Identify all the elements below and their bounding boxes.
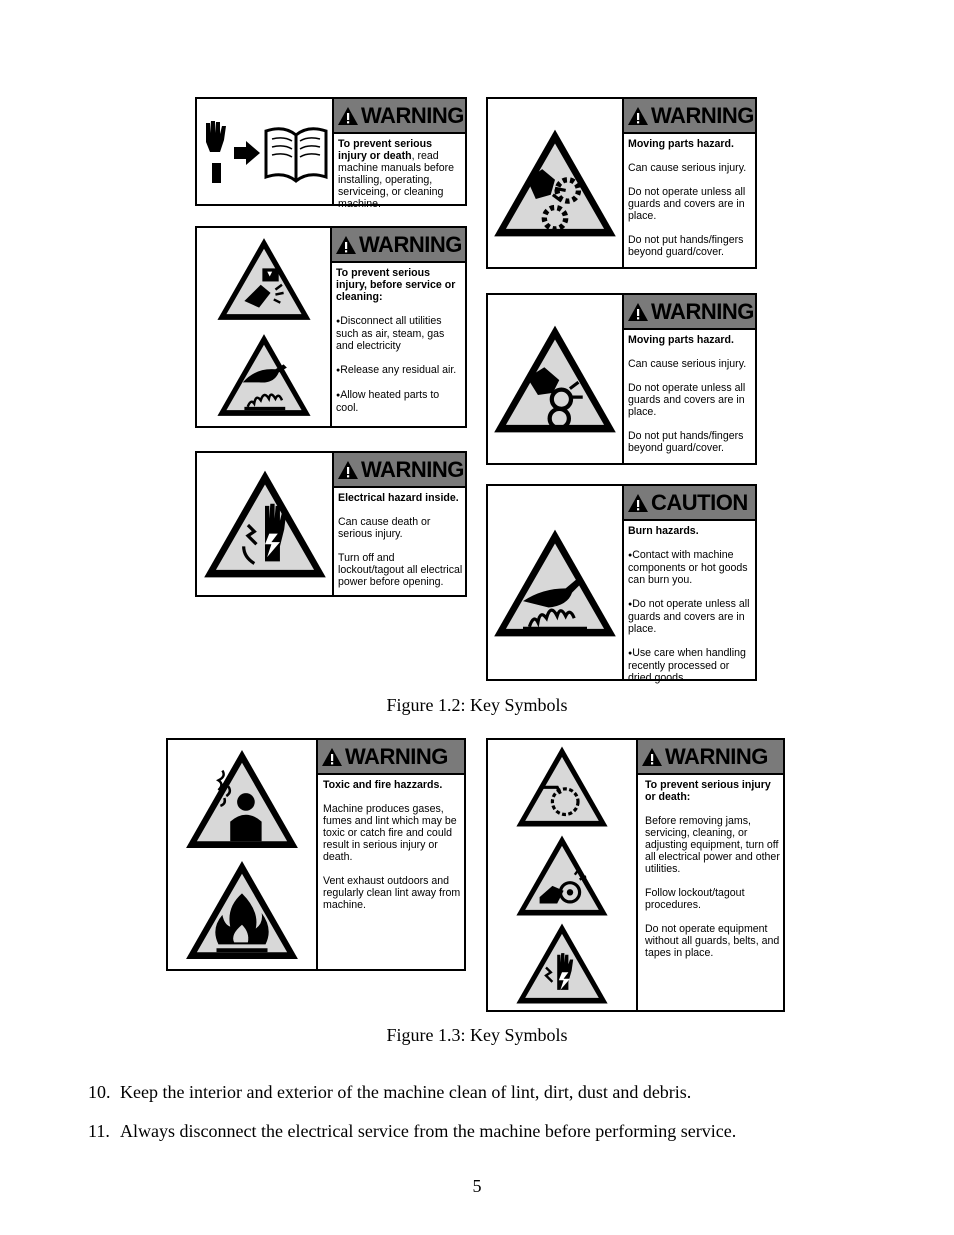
- warning-sign-service: [486, 738, 785, 1012]
- sign-heading: Toxic and fire hazzards.: [323, 779, 443, 791]
- warning-sign-utilities: [195, 226, 467, 428]
- warning-sign-electrical: [195, 451, 467, 597]
- banner-word: WARNING: [359, 231, 462, 257]
- sign-paragraph: Follow lockout/tagout procedures.: [645, 887, 745, 911]
- toxic-fumes-icon: [183, 747, 301, 851]
- warning-sign-rollers: [486, 293, 757, 465]
- banner-word: WARNING: [361, 456, 464, 482]
- caution-triangle-icon: [627, 493, 649, 513]
- sign-heading: Burn hazards.: [628, 525, 699, 537]
- warning-sign-gears: [486, 97, 757, 269]
- sign-paragraph: Machine produces gases, fumes and lint which may be toxic or catch fire and could result in serious injury or death.: [323, 803, 457, 863]
- sign-banner: [334, 453, 465, 488]
- gear-entanglement-icon: [491, 126, 619, 240]
- sign-text: [318, 775, 464, 923]
- rotating-parts-icon: [514, 744, 610, 829]
- list-number: 11.: [88, 1121, 110, 1141]
- electric-shock-icon: [201, 467, 329, 581]
- sign-pictogram: [197, 228, 332, 426]
- sign-paragraph: Before removing jams, servicing, cleaning, or adjusting equipment, turn off all electrical power and other utilities.: [645, 815, 780, 875]
- sign-paragraph: Vent exhaust outdoors and regularly clean lint away from machine.: [323, 875, 461, 911]
- roller-entanglement-icon: [491, 322, 619, 436]
- hand-crush-icon: [215, 235, 313, 323]
- sign-bullet: ● Do not operate unless all guards and covers are in place.: [628, 598, 753, 635]
- sign-line: , read machine manuals before installing, operating, serviceing, or cleaning machine.: [338, 150, 455, 210]
- list-text: Keep the interior and exterior of the machine clean of lint, dirt, dust and debris.: [120, 1082, 692, 1102]
- sign-text: [638, 775, 783, 971]
- sign-pictogram: [168, 740, 318, 969]
- sign-banner: [318, 740, 464, 775]
- sign-banner: [334, 99, 465, 134]
- warning-triangle-icon: [337, 460, 359, 480]
- sign-pictogram: [488, 295, 624, 463]
- sign-bullet: ● Contact with machine components or hot goods can burn you.: [628, 549, 753, 586]
- sign-banner: [624, 486, 755, 521]
- sign-heading: To prevent serious injury, before service or cleaning:: [336, 267, 456, 303]
- sign-paragraph: Do not put hands/fingers beyond guard/cover.: [628, 234, 744, 258]
- caution-sign-burn: [486, 484, 757, 684]
- warning-triangle-icon: [627, 302, 649, 322]
- sign-heading: Moving parts hazard.: [628, 138, 734, 150]
- sign-heading: To prevent serious injury or death: [338, 138, 432, 162]
- warning-triangle-icon: [641, 747, 663, 767]
- sign-paragraph: Can cause death or serious injury.: [338, 516, 431, 540]
- sign-banner: [332, 228, 465, 263]
- sign-paragraph: Do not operate unless all guards and covers are in place.: [628, 382, 746, 418]
- sign-banner: [624, 295, 755, 330]
- banner-word: WARNING: [651, 102, 754, 128]
- banner-word: WARNING: [361, 102, 464, 128]
- read-manual-icon: [200, 117, 330, 187]
- sign-text: [332, 263, 465, 426]
- banner-word: CAUTION: [651, 489, 748, 515]
- warning-triangle-icon: [627, 106, 649, 126]
- sign-text: [624, 330, 755, 466]
- electric-shock-icon: [514, 921, 610, 1006]
- warning-triangle-icon: [335, 235, 357, 255]
- sign-pictogram: [488, 99, 624, 267]
- sign-text: [334, 488, 465, 600]
- sign-text: [334, 134, 465, 210]
- sign-heading: Moving parts hazard.: [628, 334, 734, 346]
- warning-triangle-icon: [321, 747, 343, 767]
- banner-word: WARNING: [665, 743, 768, 769]
- sign-banner: [638, 740, 783, 775]
- sign-pictogram: [488, 486, 624, 679]
- belt-pinch-icon: [514, 833, 610, 918]
- sign-paragraph: Do not put hands/fingers beyond guard/cover.: [628, 430, 744, 454]
- sign-pictogram: [197, 453, 334, 595]
- sign-heading: Electrical hazard inside.: [338, 492, 459, 504]
- sign-banner: [624, 99, 755, 134]
- banner-word: WARNING: [651, 298, 754, 324]
- warning-triangle-icon: [337, 106, 359, 126]
- figure-caption: Figure 1.2: Key Symbols: [386, 695, 568, 715]
- sign-bullet: ● Allow heated parts to cool.: [336, 389, 463, 414]
- sign-paragraph: Turn off and lockout/tagout all electrical power before opening.: [338, 552, 463, 588]
- warning-sign-read-manual: [195, 97, 467, 210]
- sign-bullet: ● Use care when handling recently processed or dried goods.: [628, 647, 753, 684]
- list-item: [88, 1121, 736, 1142]
- sign-paragraph: Do not operate unless all guards and covers are in place.: [628, 186, 746, 222]
- page-number: 5: [472, 1176, 482, 1196]
- hot-goods-burn-icon: [491, 526, 619, 640]
- sign-paragraph: Can cause serious injury.: [628, 162, 747, 174]
- sign-pictogram: [488, 740, 638, 1010]
- sign-bullet: ● Disconnect all utilities such as air, steam, gas and electricity: [336, 315, 463, 352]
- sign-bullet: ● Release any residual air.: [336, 364, 463, 377]
- sign-text: [624, 134, 755, 270]
- hot-surface-icon: [215, 331, 313, 419]
- list-number: 10.: [88, 1082, 111, 1102]
- sign-pictogram: [197, 99, 334, 204]
- warning-sign-toxic-fire: [166, 738, 466, 971]
- sign-heading: To prevent serious injury or death:: [645, 779, 771, 803]
- fire-icon: [183, 858, 301, 962]
- sign-paragraph: Can cause serious injury.: [628, 358, 747, 370]
- banner-word: WARNING: [345, 743, 448, 769]
- sign-text: [624, 521, 755, 696]
- list-item: [88, 1082, 691, 1103]
- figure-caption: Figure 1.3: Key Symbols: [386, 1025, 568, 1045]
- sign-paragraph: Do not operate equipment without all guards, belts, and tapes in place.: [645, 923, 780, 959]
- list-text: Always disconnect the electrical service from the machine before performing service.: [120, 1121, 737, 1141]
